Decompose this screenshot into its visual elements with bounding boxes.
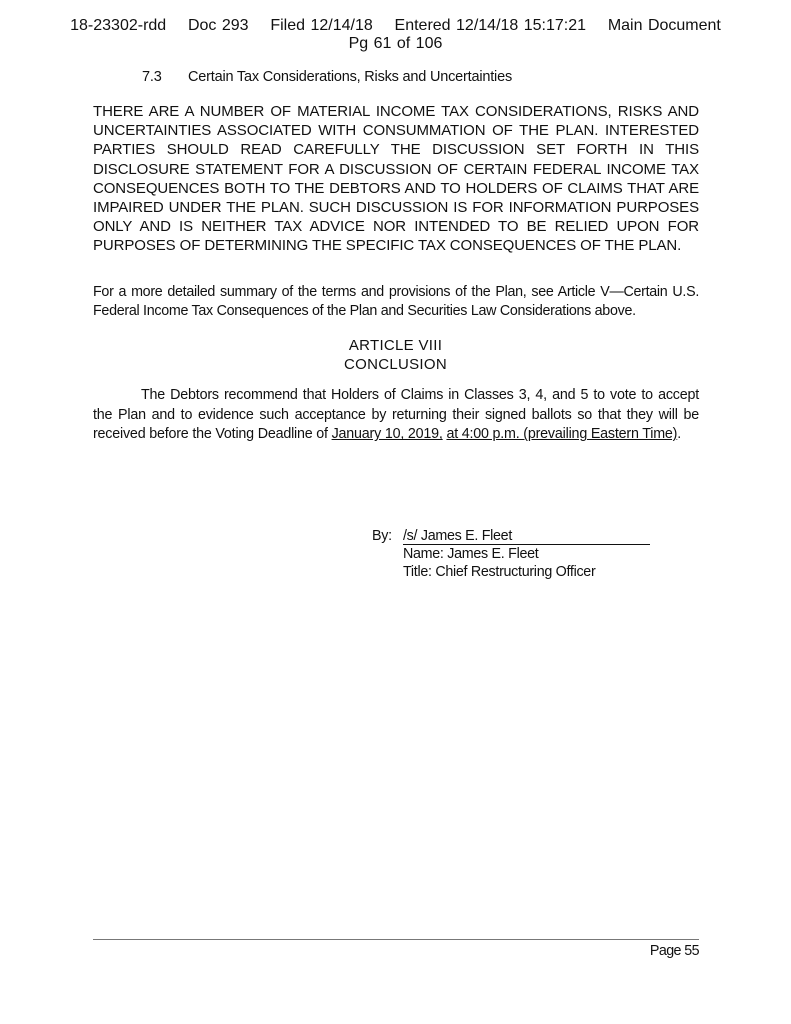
filing-stamp-line: 18-23302-rdd Doc 293 Filed 12/14/18 Entered 12/14/18 15:17:21 Main Document [70, 17, 721, 34]
tax-warning-paragraph: THERE ARE A NUMBER OF MATERIAL INCOME TAX CONSIDERATIONS, RISKS AND UNCERTAINTIES ASSOCIATED WITH CONSUMMATION OF THE PLAN. INTERESTED PARTIES SHOULD READ CAREFULLY THE DISCUSSION SET FORTH IN THIS DISCLOSURE STATEMENT FOR A DISCUSSION OF CERTAIN FEDERAL INCOME TAX CONSEQUENCES BOTH TO THE DEBTORS AND TO HOLDERS OF CLAIMS THAT ARE IMPAIRED UNDER THE PLAN. SUCH DISCUSSION IS FOR INFORMATION PURPOSES ONLY AND IS NEITHER TAX ADVICE NOR INTENDED TO BE RELIED UPON FOR PURPOSES OF DETERMINING THE SPECIFIC TAX CONSEQUENCES OF THE PLAN. [93, 103, 699, 255]
article-heading [0, 336, 791, 374]
signatory-name: Name: James E. Fleet [403, 546, 539, 562]
voting-deadline-date: January 10, 2019, [331, 426, 443, 443]
conclusion-ending: . [677, 426, 682, 443]
section-number: 7.3 [142, 69, 162, 85]
signature-by-line [372, 527, 650, 545]
summary-paragraph: For a more detailed summary of the terms and provisions of the Plan, see Article V—Certain U.S. Federal Income Tax Consequences of the Plan and Securities Law Considerations above. [93, 284, 699, 320]
court-filing-header [0, 17, 791, 53]
signature-block [372, 527, 650, 581]
article-title: CONCLUSION [343, 356, 447, 373]
voting-deadline-time: at 4:00 p.m. (prevailing Eastern Time) [446, 426, 678, 443]
footer-divider [93, 939, 699, 940]
page-count-line: Pg 61 of 106 [348, 35, 443, 52]
signatory-title: Title: Chief Restructuring Officer [403, 564, 596, 580]
conclusion-paragraph [93, 386, 699, 445]
section-title: Certain Tax Considerations, Risks and Uncertainties [188, 69, 512, 85]
article-number: ARTICLE VIII [348, 337, 443, 354]
section-heading [142, 69, 512, 85]
signature-line: /s/ James E. Fleet [403, 528, 650, 545]
conclusion-body: The Debtors recommend that Holders of Claims in Classes 3, 4, and 5 to vote to accept the Plan and to evidence such acceptance by returning their signed ballots so that they will be received before the Voting Deadline of [93, 387, 699, 443]
page-number: Page 55 [649, 943, 699, 959]
by-label: By: [372, 528, 392, 544]
